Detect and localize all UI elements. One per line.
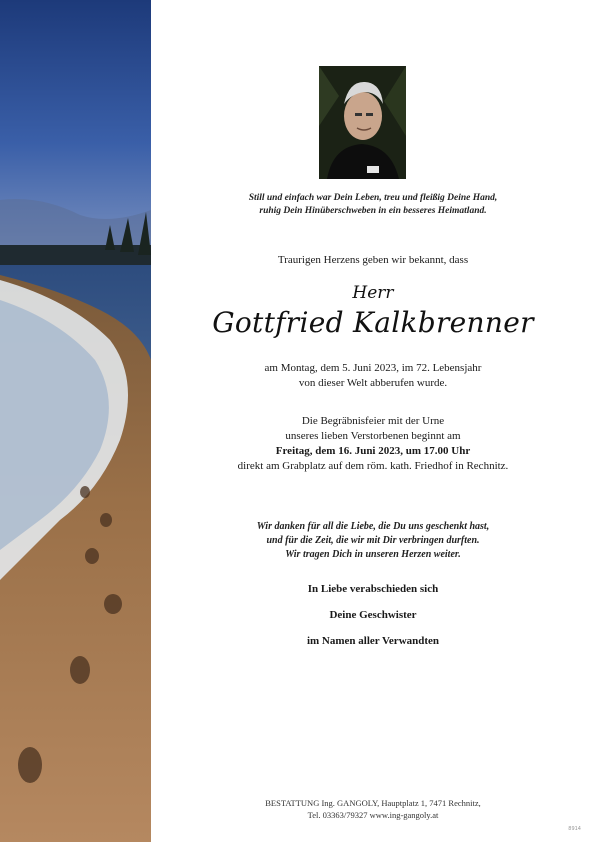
thanks-verse bbox=[151, 520, 595, 562]
thanks-line-3: Wir tragen Dich in unseren Herzen weiter. bbox=[285, 549, 461, 560]
beach-photo bbox=[0, 0, 151, 842]
announcement: Traurigen Herzens geben wir bekannt, dass bbox=[277, 254, 469, 266]
thanks-line-2: und für die Zeit, die wir mit Dir verbringen durften. bbox=[266, 535, 480, 546]
footer-line-2: Tel. 03363/79327 www.ing-gangoly.at bbox=[307, 810, 439, 820]
funeral-date: Freitag, dem 16. Juni 2023, um 17.00 Uhr bbox=[275, 445, 471, 457]
death-notice bbox=[151, 361, 595, 391]
verse-line-1: Still und einfach war Dein Leben, treu und fleißig Deine Hand, bbox=[248, 193, 498, 203]
verse bbox=[151, 192, 595, 218]
document-code: 8914 bbox=[568, 826, 581, 832]
funeral-home-footer bbox=[151, 797, 595, 821]
mourners-line-2: Deine Geschwister bbox=[329, 609, 417, 621]
honorific: Herr bbox=[352, 283, 394, 303]
footer-line-1: BESTATTUNG Ing. GANGOLY, Hauptplatz 1, 7471 Rechnitz, bbox=[265, 798, 481, 808]
funeral-line-2: unseres lieben Verstorbenen beginnt am bbox=[285, 430, 461, 442]
mourners-line-3: im Namen aller Verwandten bbox=[306, 635, 440, 647]
mourners-line-1: In Liebe verabschieden sich bbox=[307, 583, 439, 595]
funeral-line-1: Die Begräbnisfeier mit der Urne bbox=[301, 415, 445, 427]
death-line-2: von dieser Welt abberufen wurde. bbox=[298, 377, 448, 389]
deceased-name: Gottfried Kalkbrenner bbox=[212, 306, 534, 339]
verse-line-2: ruhig Dein Hinüberschweben in ein besseres Heimatland. bbox=[259, 206, 487, 216]
death-line-1: am Montag, dem 5. Juni 2023, im 72. Lebensjahr bbox=[264, 362, 482, 374]
funeral-location: direkt am Grabplatz auf dem röm. kath. Friedhof in Rechnitz. bbox=[237, 460, 509, 472]
thanks-line-1: Wir danken für all die Liebe, die Du uns geschenkt hast, bbox=[256, 521, 490, 532]
funeral-info bbox=[151, 414, 595, 474]
portrait-photo bbox=[319, 66, 406, 179]
